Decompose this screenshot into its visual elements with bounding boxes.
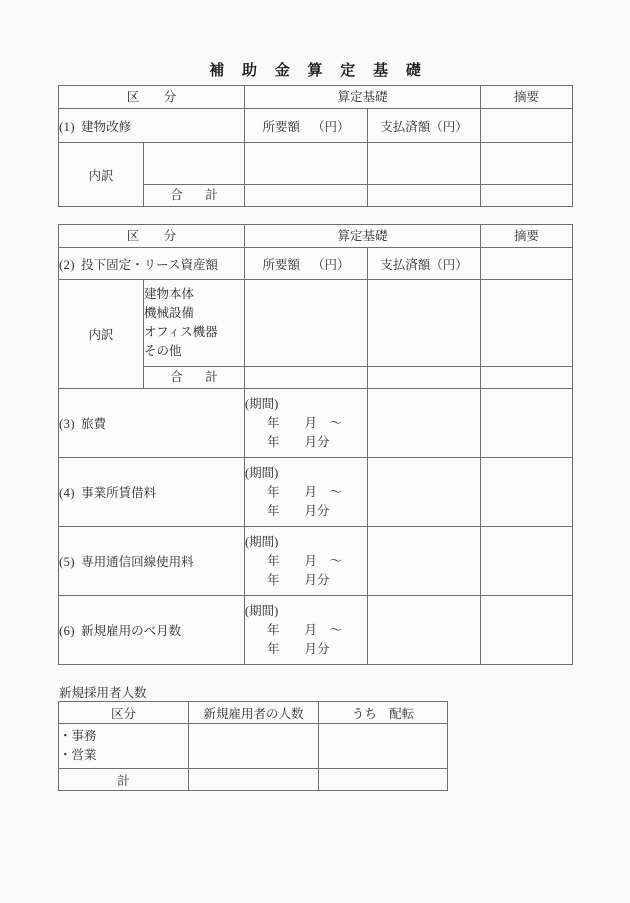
header-category: 区分 xyxy=(59,702,189,724)
breakdown-item-list[interactable] xyxy=(144,280,245,367)
category-new-employment-months xyxy=(59,596,245,665)
remarks-cell[interactable] xyxy=(481,248,573,280)
period-from: 年 月 ～ xyxy=(267,484,343,499)
subheader-amount-paid: 支払済額（円） xyxy=(368,248,481,280)
period-label: (期間) xyxy=(245,603,279,618)
remarks-cell[interactable] xyxy=(481,458,573,527)
amount-required-label: 所要額 xyxy=(262,257,301,272)
breakdown-amount-required-cell[interactable] xyxy=(245,280,368,367)
row-label: 旅費 xyxy=(81,417,107,431)
total-label: 合 計 xyxy=(144,185,245,207)
table-row xyxy=(59,143,573,185)
remarks-cell[interactable] xyxy=(481,527,573,596)
table-row xyxy=(59,458,573,527)
table-row xyxy=(59,248,573,280)
breakdown-remarks-cell[interactable] xyxy=(481,280,573,367)
header-remarks: 摘要 xyxy=(481,86,573,109)
breakdown-item: 機械設備 xyxy=(144,306,195,320)
table-row xyxy=(59,280,573,367)
total-amount-paid-cell[interactable] xyxy=(368,367,481,389)
header-new-hire-count: 新規雇用者の人数 xyxy=(189,702,319,724)
header-basis: 算定基礎 xyxy=(245,225,481,248)
breakdown-item: その他 xyxy=(144,344,182,358)
row-number: (3) xyxy=(59,417,76,431)
subsidy-table-expenses xyxy=(58,224,573,665)
breakdown-item: 建物本体 xyxy=(144,287,195,301)
table-row xyxy=(59,596,573,665)
total-amount-paid-cell[interactable] xyxy=(368,185,481,207)
table-header-row xyxy=(59,225,573,248)
period-to: 年 月分 xyxy=(267,572,330,587)
period-to: 年 月分 xyxy=(267,434,330,449)
subheader-amount-required xyxy=(245,109,368,143)
remarks-cell[interactable] xyxy=(481,389,573,458)
total-new-hire-count-cell[interactable] xyxy=(189,769,319,791)
row-number: (5) xyxy=(59,555,76,569)
row-number: (6) xyxy=(59,624,76,638)
page-title: 補 助 金 算 定 基 礎 xyxy=(209,63,428,79)
row-label: 専用通信回線使用料 xyxy=(81,555,194,569)
period-cell[interactable] xyxy=(245,527,368,596)
new-hires-caption: 新規採用者人数 xyxy=(59,686,147,700)
period-from: 年 月 ～ xyxy=(267,415,343,430)
total-amount-required-cell[interactable] xyxy=(245,367,368,389)
row-label: 建物改修 xyxy=(81,119,132,134)
row-number: (4) xyxy=(59,486,76,500)
period-label: (期間) xyxy=(245,534,279,549)
subsidy-table-building-renovation xyxy=(58,85,573,207)
header-category: 区 分 xyxy=(59,225,245,248)
total-transferred-count-cell[interactable] xyxy=(319,769,448,791)
total-remarks-cell[interactable] xyxy=(481,367,573,389)
table-total-row xyxy=(59,769,448,791)
category-fixed-lease-assets xyxy=(59,248,245,280)
header-basis: 算定基礎 xyxy=(245,86,481,109)
amount-paid-cell[interactable] xyxy=(368,458,481,527)
transferred-count-cell[interactable] xyxy=(319,724,448,769)
category-list xyxy=(59,724,189,769)
table-row xyxy=(59,109,573,143)
amount-paid-cell[interactable] xyxy=(368,596,481,665)
subheader-amount-required xyxy=(245,248,368,280)
period-from: 年 月 ～ xyxy=(267,622,343,637)
amount-required-unit: （円） xyxy=(312,257,350,272)
remarks-cell[interactable] xyxy=(481,596,573,665)
breakdown-remarks-cell[interactable] xyxy=(481,143,573,185)
amount-paid-cell[interactable] xyxy=(368,389,481,458)
breakdown-item-cell[interactable] xyxy=(144,143,245,185)
header-category: 区 分 xyxy=(59,86,245,109)
total-label: 合 計 xyxy=(144,367,245,389)
amount-required-unit: （円） xyxy=(312,119,350,134)
header-transferred-count: うち 配転 xyxy=(319,702,448,724)
category-dedicated-line-fee xyxy=(59,527,245,596)
period-label: (期間) xyxy=(245,465,279,480)
remarks-cell[interactable] xyxy=(481,109,573,143)
total-remarks-cell[interactable] xyxy=(481,185,573,207)
category-building-renovation xyxy=(59,109,245,143)
total-label: 計 xyxy=(59,769,189,791)
row-number: (2) xyxy=(59,257,76,272)
amount-paid-cell[interactable] xyxy=(368,527,481,596)
category-clerical: ・事務 xyxy=(59,729,97,743)
breakdown-amount-paid-cell[interactable] xyxy=(368,143,481,185)
new-hire-count-cell[interactable] xyxy=(189,724,319,769)
period-cell[interactable] xyxy=(245,596,368,665)
row-number: (1) xyxy=(59,119,76,134)
category-sales: ・営業 xyxy=(59,748,97,762)
period-from: 年 月 ～ xyxy=(267,553,343,568)
category-travel-expenses xyxy=(59,389,245,458)
new-hires-table xyxy=(58,701,448,791)
period-to: 年 月分 xyxy=(267,641,330,656)
breakdown-amount-paid-cell[interactable] xyxy=(368,280,481,367)
table-header-row xyxy=(59,702,448,724)
period-cell[interactable] xyxy=(245,458,368,527)
amount-required-label: 所要額 xyxy=(262,119,301,134)
total-amount-required-cell[interactable] xyxy=(245,185,368,207)
breakdown-item: オフィス機器 xyxy=(144,325,218,339)
table-row xyxy=(59,389,573,458)
breakdown-amount-required-cell[interactable] xyxy=(245,143,368,185)
period-label: (期間) xyxy=(245,396,279,411)
period-cell[interactable] xyxy=(245,389,368,458)
header-remarks: 摘要 xyxy=(481,225,573,248)
breakdown-label: 内訳 xyxy=(59,143,144,207)
table-header-row xyxy=(59,86,573,109)
period-to: 年 月分 xyxy=(267,503,330,518)
row-label: 事業所賃借料 xyxy=(81,486,157,500)
table-row xyxy=(59,724,448,769)
subheader-amount-paid: 支払済額（円） xyxy=(368,109,481,143)
row-label: 投下固定・リース資産額 xyxy=(81,257,218,272)
row-label: 新規雇用のべ月数 xyxy=(81,624,182,638)
breakdown-label: 内訳 xyxy=(59,280,144,389)
category-office-rent xyxy=(59,458,245,527)
table-row xyxy=(59,527,573,596)
